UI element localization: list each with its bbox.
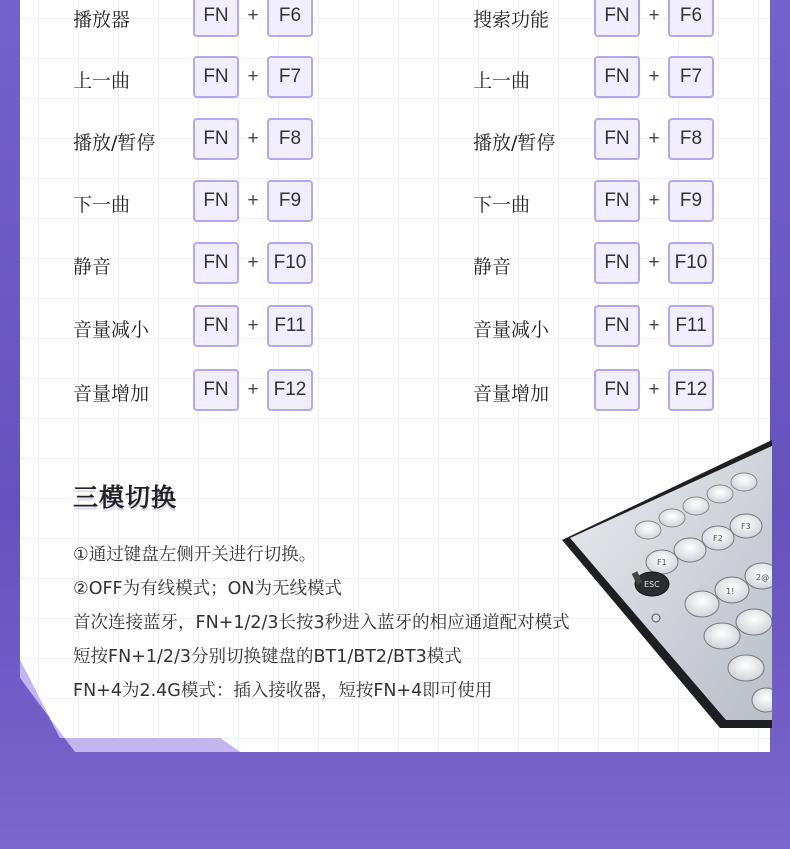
plus-sign: +	[247, 315, 259, 336]
shortcut-label: 静音	[473, 256, 512, 278]
fn-key: FN	[193, 305, 239, 347]
shortcut-label: 播放/暂停	[473, 132, 556, 154]
keyboard-illustration	[560, 438, 772, 728]
shortcut-label: 音量增加	[73, 383, 150, 405]
keyboard-graphic	[560, 438, 772, 728]
shortcut-label: 上一曲	[473, 70, 531, 92]
function-key: F11	[267, 305, 313, 347]
fn-key: FN	[193, 118, 239, 160]
shortcut-label: 播放器	[73, 9, 131, 31]
function-key: F7	[267, 56, 313, 98]
shortcut-label: 音量减小	[73, 319, 150, 341]
fn-key: FN	[193, 56, 239, 98]
instruction-line: 短按FN+1/2/3分别切换键盘的BT1/BT2/BT3模式	[73, 647, 462, 667]
fn-key: FN	[193, 242, 239, 284]
shortcut-label: 音量减小	[473, 319, 550, 341]
instruction-line: FN+4为2.4G模式：插入接收器，短按FN+4即可使用	[73, 681, 493, 701]
fn-key: FN	[594, 369, 640, 411]
fn-key: FN	[594, 305, 640, 347]
fn-key: FN	[193, 0, 239, 37]
plus-sign: +	[247, 128, 259, 149]
function-key: F11	[668, 305, 714, 347]
shortcut-label: 下一曲	[473, 194, 531, 216]
instruction-line: 首次连接蓝牙，FN+1/2/3长按3秒进入蓝牙的相应通道配对模式	[73, 613, 570, 633]
function-key: F9	[267, 180, 313, 222]
function-key: F6	[668, 0, 714, 37]
plus-sign: +	[648, 5, 660, 26]
function-key: F10	[668, 242, 714, 284]
esc-legend: ESC	[644, 580, 660, 589]
fn-key: FN	[594, 242, 640, 284]
plus-sign: +	[247, 190, 259, 211]
fn-key: FN	[594, 56, 640, 98]
fn-key: FN	[594, 180, 640, 222]
shortcut-label: 音量增加	[473, 383, 550, 405]
plus-sign: +	[648, 379, 660, 400]
function-key: F12	[267, 369, 313, 411]
plus-sign: +	[648, 252, 660, 273]
plus-sign: +	[247, 379, 259, 400]
function-key: F6	[267, 0, 313, 37]
function-key: F8	[267, 118, 313, 160]
function-key: F7	[668, 56, 714, 98]
plus-sign: +	[247, 252, 259, 273]
key-2-legend: 2@	[756, 573, 770, 582]
f1-legend: F1	[657, 558, 667, 567]
shortcut-label: 播放/暂停	[73, 132, 156, 154]
plus-sign: +	[648, 190, 660, 211]
f2-legend: F2	[713, 534, 723, 543]
shortcut-label: 下一曲	[73, 194, 131, 216]
function-key: F10	[267, 242, 313, 284]
function-key: F12	[668, 369, 714, 411]
esc-key	[635, 572, 669, 596]
section-title: 三模切换	[73, 483, 178, 512]
plus-sign: +	[247, 66, 259, 87]
instruction-line: ②OFF为有线模式；ON为无线模式	[73, 579, 342, 599]
shortcut-label: 静音	[73, 256, 112, 278]
fn-key: FN	[193, 369, 239, 411]
function-key: F8	[668, 118, 714, 160]
plus-sign: +	[648, 315, 660, 336]
key-1-legend: 1!	[726, 587, 735, 596]
plus-sign: +	[648, 128, 660, 149]
f3-legend: F3	[741, 522, 751, 531]
fn-key: FN	[594, 118, 640, 160]
shortcut-label: 上一曲	[73, 70, 131, 92]
fn-key: FN	[594, 0, 640, 37]
plus-sign: +	[247, 5, 259, 26]
fn-key: FN	[193, 180, 239, 222]
shortcut-label: 搜索功能	[473, 9, 550, 31]
function-key: F9	[668, 180, 714, 222]
instruction-line: ①通过键盘左侧开关进行切换。	[73, 545, 317, 565]
plus-sign: +	[648, 66, 660, 87]
